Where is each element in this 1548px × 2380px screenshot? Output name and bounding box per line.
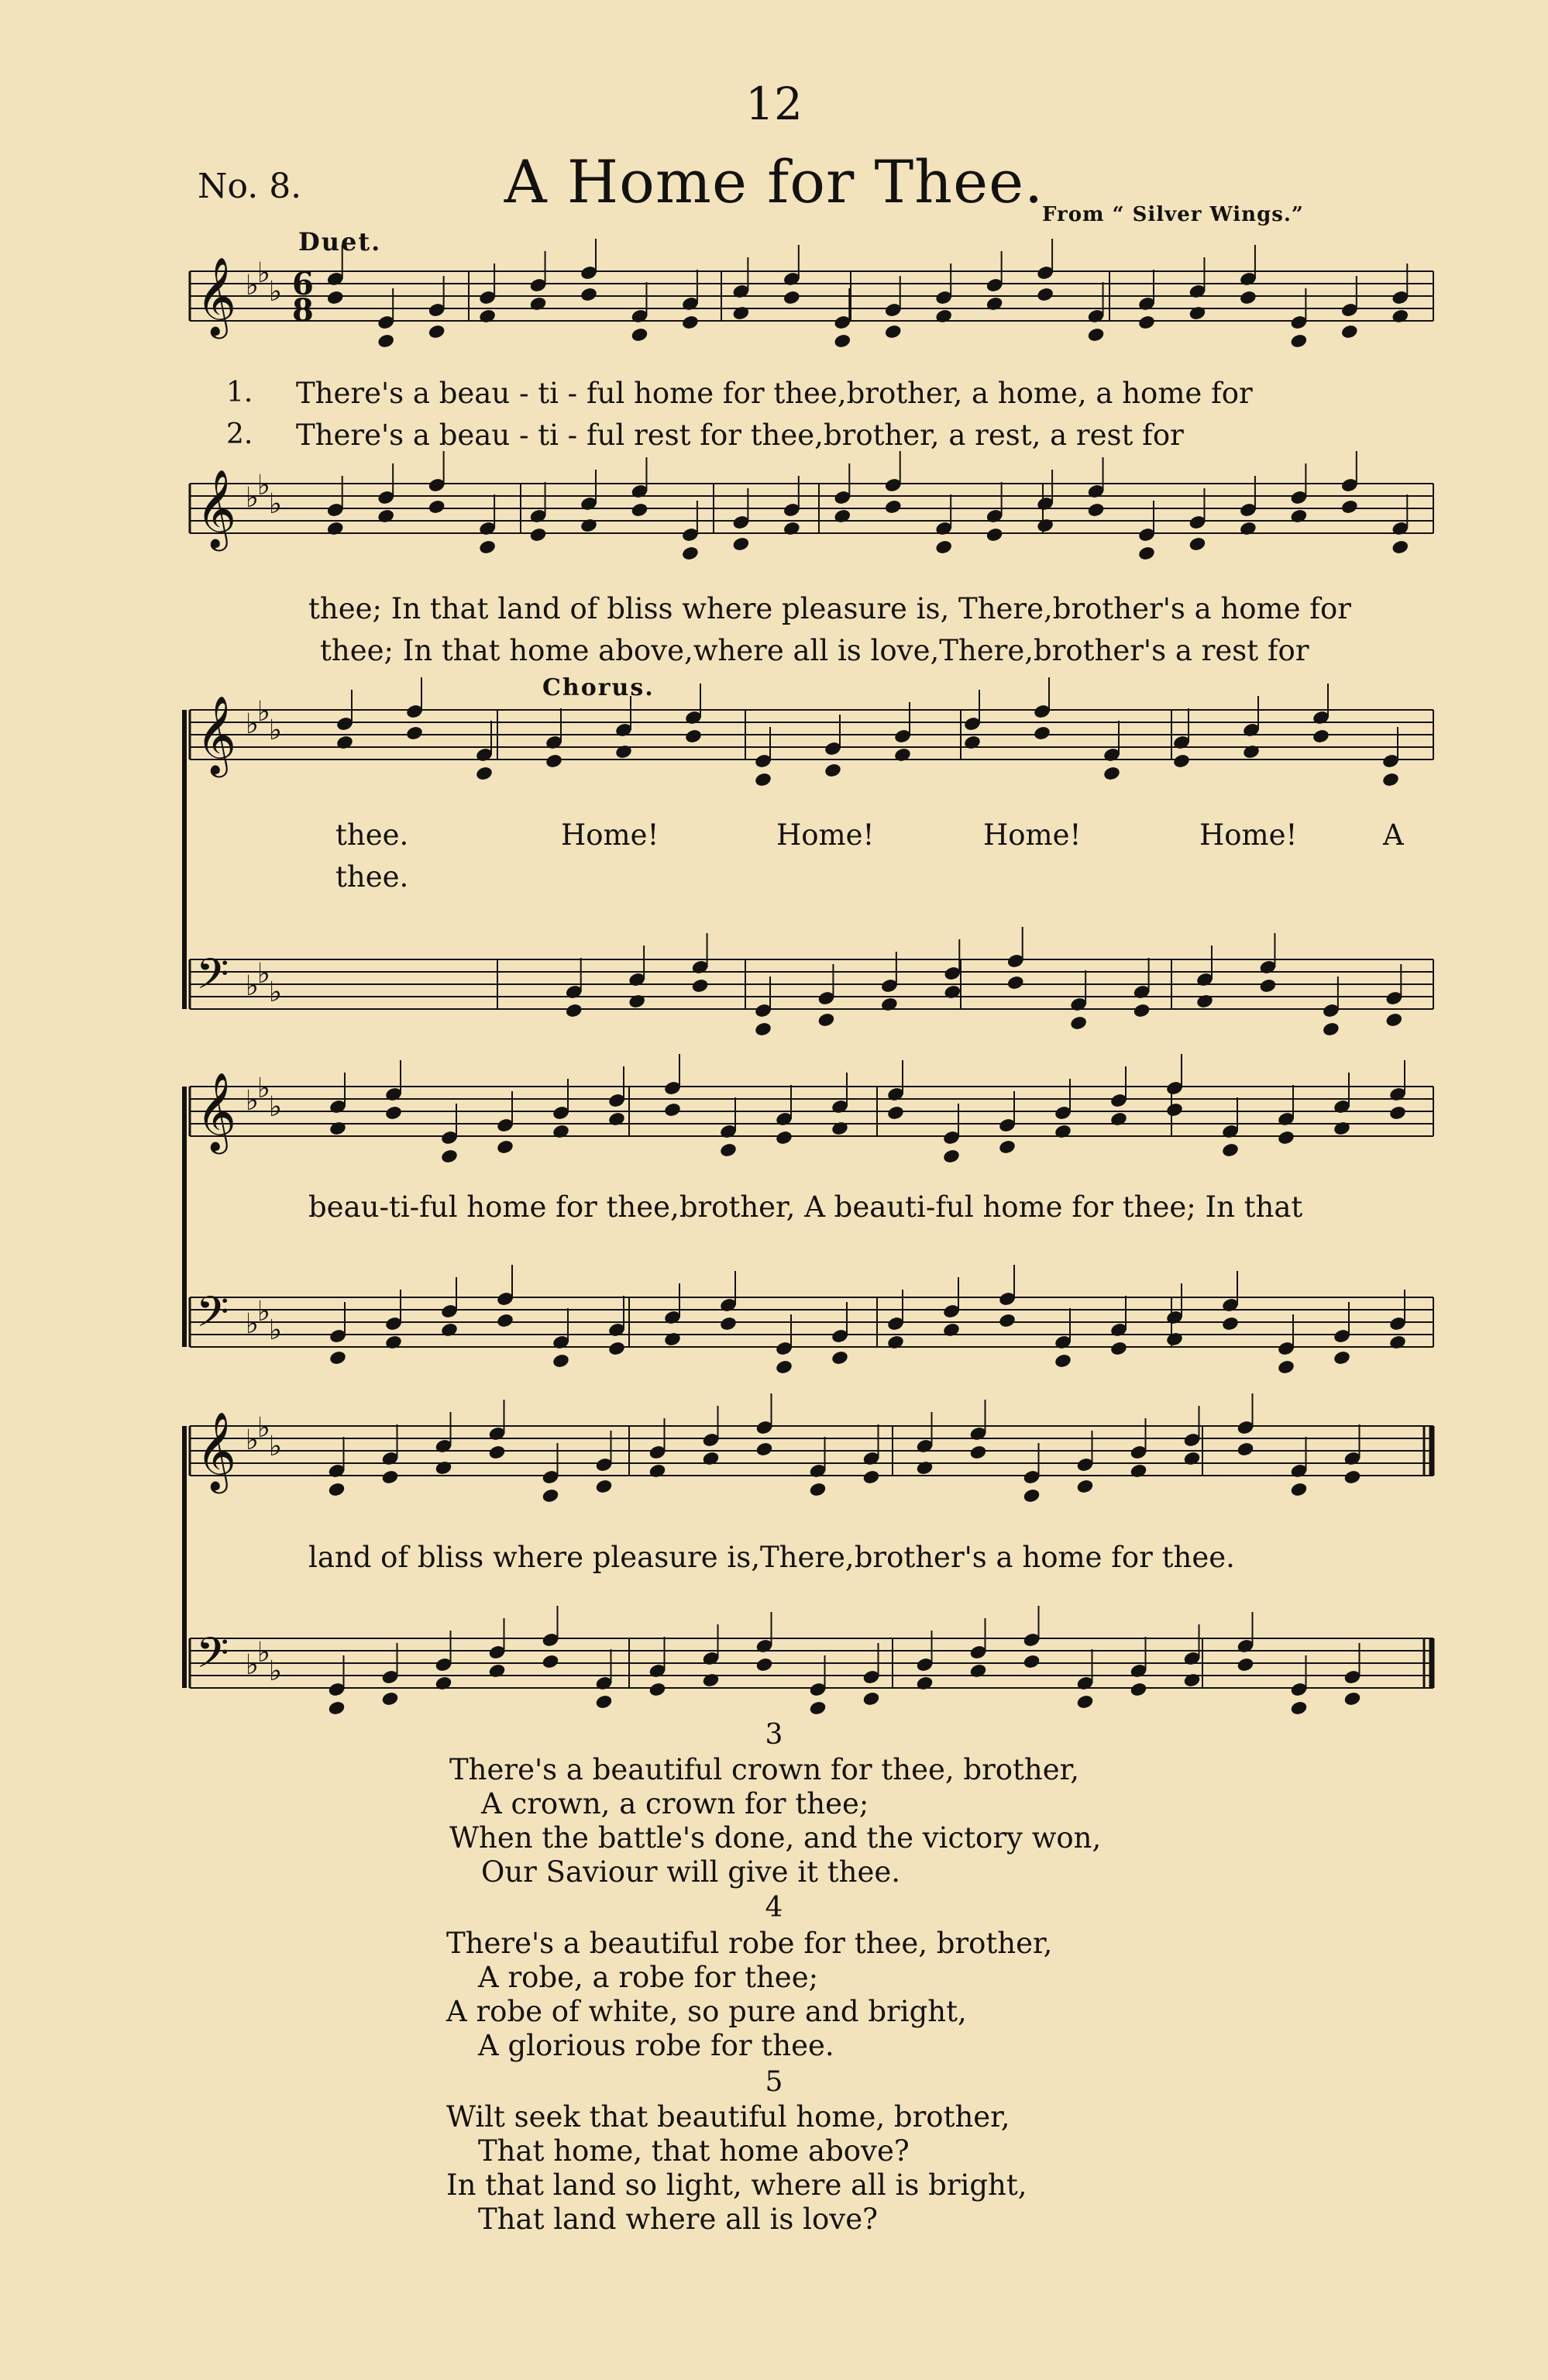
note-head (1036, 287, 1054, 303)
note-head (862, 1469, 881, 1486)
note-head (1195, 994, 1214, 1010)
note-head (648, 1682, 667, 1698)
note-head (1385, 1012, 1403, 1028)
note-head (1137, 546, 1156, 562)
flat-sign: ♭ (246, 270, 259, 301)
note-head (731, 536, 750, 553)
flat-sign: ♭ (269, 976, 282, 1008)
note-head (1188, 536, 1206, 553)
note-head (1087, 502, 1106, 518)
chorus-word-alt: thee. (335, 860, 409, 894)
note-head (552, 1353, 570, 1369)
flat-sign: ♭ (246, 482, 259, 514)
note-head (817, 1012, 835, 1028)
treble-clef: 𝄞 (196, 1071, 237, 1151)
note-head (880, 997, 899, 1013)
note-head (1277, 1130, 1295, 1146)
note-head (1109, 1111, 1128, 1128)
treble-clef: 𝄞 (196, 1410, 237, 1490)
note-head (681, 315, 700, 331)
flat-sign: ♭ (257, 958, 270, 990)
note-head (862, 1691, 881, 1707)
verse-1-number: 1. (226, 377, 253, 408)
stanza-line: That home, that home above? (478, 2134, 910, 2168)
note-head (440, 1322, 459, 1338)
note-head (428, 499, 446, 515)
bass-clef: 𝄢 (196, 949, 229, 1009)
note-head (833, 508, 851, 525)
note-head (831, 1350, 849, 1366)
note-head (1033, 725, 1051, 742)
note-head (833, 333, 851, 350)
note-head (630, 502, 648, 518)
note-head (1340, 324, 1359, 340)
chorus-word: thee. (335, 818, 409, 852)
stanza-line: A robe, a robe for thee; (478, 1961, 819, 1994)
note-head (916, 1460, 934, 1476)
flat-sign: ♭ (246, 708, 259, 740)
flat-sign: ♭ (257, 470, 270, 501)
note-head (630, 327, 648, 343)
flat-sign: ♭ (269, 715, 282, 746)
note-head (702, 1451, 721, 1467)
note-head (1087, 327, 1106, 343)
stanza-line: Wilt seek that beautiful home, brother, (446, 2100, 1010, 2134)
note-head (595, 1694, 614, 1710)
note-head (595, 1479, 614, 1495)
note-head (1137, 315, 1156, 331)
note-head (934, 539, 953, 556)
stanza-line: A glorious robe for thee. (478, 2029, 834, 2062)
chorus-word: Home! (1199, 818, 1298, 852)
note-head (1165, 1102, 1184, 1118)
note-head (1237, 1441, 1255, 1458)
chorus-word: Home! (561, 818, 659, 852)
note-head (475, 766, 494, 782)
note-head (1165, 1331, 1184, 1348)
note-head (986, 296, 1004, 312)
flat-sign: ♭ (257, 1637, 270, 1669)
note-head (329, 1121, 347, 1137)
note-head (329, 1350, 347, 1366)
note-head (478, 308, 497, 325)
note-head (1076, 1694, 1095, 1710)
note-head (1054, 1124, 1072, 1140)
chorus-word: A (1383, 818, 1404, 852)
note-head (496, 1139, 514, 1156)
note-head (731, 305, 750, 322)
note-head (542, 1488, 560, 1504)
note-head (886, 1335, 905, 1351)
stanza-line: A crown, a crown for thee; (481, 1787, 869, 1820)
stanza-line: When the battle's done, and the victory won, (449, 1821, 1102, 1855)
note-head (384, 1335, 403, 1351)
note-head (684, 728, 703, 745)
note-head (754, 1021, 772, 1038)
verse-1-lyric: There's a beau - ti - ful home for thee,brother, a home, a home for (296, 377, 1253, 410)
note-head (326, 290, 345, 306)
note-head (1381, 772, 1400, 788)
treble-clef: 𝄞 (196, 694, 237, 774)
chorus-lyric-3: land of bliss where pleasure is,There,brother's a home for thee. (308, 1541, 1235, 1574)
stanza-line: There's a beautiful crown for thee, brother, (449, 1753, 1080, 1786)
note-head (1069, 1015, 1088, 1032)
flat-sign: ♭ (257, 696, 270, 728)
note-head (824, 763, 842, 779)
flat-sign: ♭ (269, 1655, 282, 1687)
source-credit: From “ Silver Wings.” (1042, 203, 1304, 226)
note-head (681, 546, 700, 562)
note-head (1183, 1451, 1202, 1467)
note-head (488, 1663, 507, 1679)
time-signature-bottom: 8 (292, 292, 314, 329)
note-head (719, 1142, 738, 1159)
note-head (428, 324, 446, 340)
note-head (942, 1322, 961, 1338)
note-head (754, 772, 772, 788)
note-head (328, 1482, 346, 1498)
stanza-number: 5 (765, 2066, 783, 2098)
note-head (998, 1313, 1017, 1329)
chorus-lyric-2: beau-ti-ful home for thee,brother, A beauti-ful home for thee; In that (308, 1190, 1303, 1224)
flat-sign: ♭ (269, 1314, 282, 1346)
note-head (1242, 744, 1261, 760)
note-head (1277, 1359, 1295, 1376)
flat-sign: ♭ (246, 1424, 259, 1456)
duet-label: Duet. (298, 227, 382, 257)
note-head (614, 744, 633, 760)
note-head (542, 1654, 560, 1670)
note-head (1239, 521, 1257, 537)
note-head (1109, 1341, 1128, 1357)
note-head (1183, 1672, 1202, 1689)
note-head (1343, 1469, 1362, 1486)
note-head (580, 518, 598, 534)
flat-sign: ♭ (246, 970, 259, 1002)
note-head (326, 521, 345, 537)
note-head (1391, 308, 1409, 325)
note-head (1290, 1700, 1309, 1717)
note-head (884, 324, 903, 340)
stanza-number: 3 (765, 1719, 783, 1751)
note-head (1340, 499, 1359, 515)
note-head (809, 1482, 827, 1498)
flat-sign: ♭ (257, 1412, 270, 1444)
note-head (381, 1469, 400, 1486)
note-head (1221, 1316, 1240, 1332)
page-number: 12 (745, 77, 803, 130)
note-head (663, 1331, 682, 1348)
note-head (1289, 333, 1308, 350)
note-head (405, 725, 424, 742)
note-head (986, 527, 1004, 543)
note-head (934, 308, 953, 325)
note-head (1054, 1353, 1072, 1369)
note-head (1388, 1105, 1407, 1121)
flat-sign: ♭ (257, 1073, 270, 1104)
note-head (969, 1445, 988, 1461)
note-head (565, 1003, 583, 1019)
note-head (783, 521, 801, 537)
note-head (886, 1105, 905, 1121)
note-head (1258, 978, 1277, 994)
note-head (1036, 518, 1054, 534)
note-head (893, 747, 912, 763)
note-head (1322, 1021, 1340, 1038)
flat-sign: ♭ (257, 1296, 270, 1328)
treble-clef: 𝄞 (196, 256, 237, 336)
chorus-label: Chorus. (542, 674, 655, 701)
note-head (648, 1463, 667, 1479)
hymn-title: A Home for Thee. (504, 147, 1044, 216)
note-head (691, 978, 710, 994)
chorus-word: Home! (983, 818, 1082, 852)
note-head (628, 994, 646, 1010)
treble-clef: 𝄞 (196, 468, 237, 548)
note-head (775, 1130, 793, 1146)
note-head (545, 753, 563, 770)
note-head (884, 499, 903, 515)
note-head (478, 539, 497, 556)
note-head (916, 1676, 934, 1692)
note-head (377, 333, 395, 350)
note-head (440, 1149, 459, 1165)
note-head (488, 1445, 507, 1461)
note-head (1333, 1350, 1351, 1366)
hymn-number: No. 8. (198, 167, 302, 206)
lyric-line-b: thee; In that home above,where all is love,There,brother's a rest for (320, 634, 1309, 667)
stanza-line: A robe of white, so pure and bright, (446, 1995, 967, 2028)
lyric-line-a: thee; In that land of bliss where pleasure is, There,brother's a home for (308, 592, 1351, 625)
note-head (1006, 975, 1025, 991)
note-head (809, 1700, 827, 1717)
note-head (381, 1691, 400, 1707)
note-head (755, 1441, 774, 1458)
note-head (831, 1121, 849, 1137)
note-head (1023, 1488, 1041, 1504)
chorus-word: Home! (776, 818, 875, 852)
note-head (1388, 1335, 1407, 1351)
stanza-line: That land where all is love? (478, 2203, 878, 2236)
note-head (1130, 1682, 1148, 1698)
note-head (783, 290, 801, 306)
note-head (435, 1676, 453, 1692)
note-head (942, 1149, 961, 1165)
note-head (663, 1102, 682, 1118)
note-head (943, 984, 961, 1001)
note-head (607, 1341, 626, 1357)
flat-sign: ♭ (246, 1085, 259, 1117)
note-head (1239, 290, 1257, 306)
flat-sign: ♭ (246, 1649, 259, 1681)
note-head (328, 1700, 346, 1717)
stanza-line: There's a beautiful robe for thee, brother, (446, 1927, 1053, 1960)
note-head (1391, 539, 1409, 556)
flat-sign: ♭ (269, 488, 282, 520)
note-head (969, 1663, 988, 1679)
note-head (1221, 1142, 1240, 1159)
note-head (1172, 753, 1191, 770)
flat-sign: ♭ (269, 1091, 282, 1123)
note-head (1333, 1121, 1351, 1137)
note-head (1023, 1654, 1041, 1670)
note-head (1312, 728, 1330, 745)
note-head (1103, 766, 1121, 782)
stanza-number: 4 (765, 1892, 783, 1924)
flat-sign: ♭ (269, 1431, 282, 1462)
note-head (1188, 305, 1206, 322)
note-head (580, 287, 598, 303)
note-head (496, 1313, 514, 1329)
note-head (719, 1316, 738, 1332)
bass-clef: 𝄢 (196, 1287, 229, 1347)
note-head (384, 1105, 403, 1121)
note-head (1289, 508, 1308, 525)
flat-sign: ♭ (257, 257, 270, 289)
note-head (607, 1111, 626, 1128)
verse-2-lyric: There's a beau - ti - ful rest for thee,brother, a rest, a rest for (296, 418, 1184, 452)
stanza-line: Our Saviour will give it thee. (481, 1855, 901, 1889)
note-head (529, 296, 548, 312)
verse-2-number: 2. (226, 418, 253, 450)
note-head (1133, 1003, 1151, 1019)
note-head (435, 1460, 453, 1476)
note-head (1343, 1691, 1362, 1707)
note-head (963, 735, 982, 751)
flat-sign: ♭ (269, 276, 282, 308)
note-head (998, 1139, 1017, 1156)
note-head (1130, 1463, 1148, 1479)
note-head (702, 1672, 721, 1689)
flat-sign: ♭ (246, 1308, 259, 1340)
bass-clef: 𝄢 (196, 1628, 229, 1688)
note-head (1237, 1657, 1255, 1673)
note-head (1076, 1479, 1095, 1495)
note-head (335, 735, 354, 751)
note-head (1290, 1482, 1309, 1498)
note-head (529, 527, 548, 543)
note-head (552, 1124, 570, 1140)
note-head (377, 508, 395, 525)
time-signature-top: 6 (292, 266, 314, 302)
note-head (755, 1657, 774, 1673)
stanza-line: In that land so light, where all is bright, (446, 2168, 1027, 2202)
note-head (775, 1359, 793, 1376)
